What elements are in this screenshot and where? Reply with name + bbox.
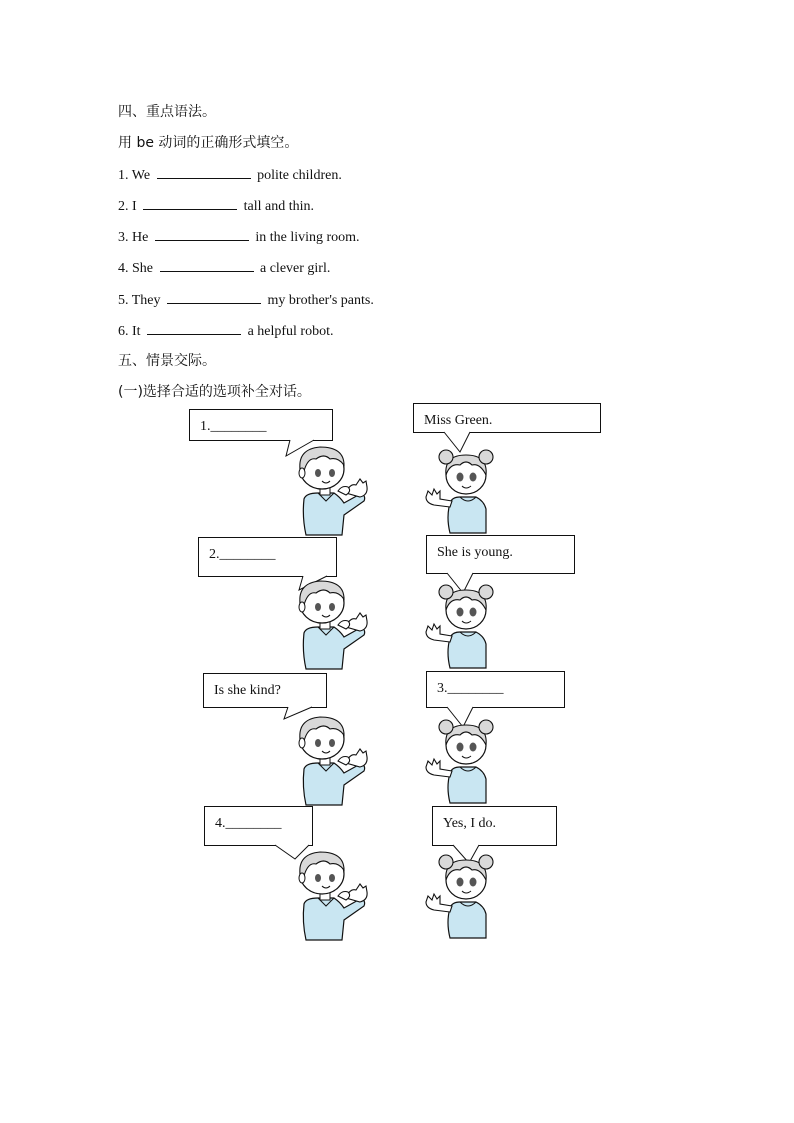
item-number: 5. <box>118 293 129 308</box>
answer-blank[interactable] <box>147 322 241 335</box>
girl-figure-2 <box>420 582 506 672</box>
answer-blank[interactable] <box>143 197 237 210</box>
boy-bubble-4 <box>204 806 313 846</box>
item-rest: a helpful robot. <box>247 324 334 339</box>
grammar-item-5 <box>118 291 374 310</box>
grammar-item-2 <box>118 197 314 216</box>
item-rest: polite children. <box>257 168 342 183</box>
item-subject: We <box>131 168 151 183</box>
item-subject: They <box>131 293 161 308</box>
bubble-text: Yes, I do. <box>443 816 497 831</box>
grammar-item-3 <box>118 228 360 247</box>
item-number: 1. <box>118 168 129 183</box>
boy-figure-1 <box>288 443 374 537</box>
bubble-text: She is young. <box>437 545 513 560</box>
girl-bubble-1 <box>413 403 601 433</box>
boy-bubble-3 <box>203 673 327 708</box>
boy-figure-3 <box>288 713 374 807</box>
item-rest: tall and thin. <box>243 199 315 214</box>
boy-bubble-2 <box>198 537 337 577</box>
grammar-item-4 <box>118 259 330 278</box>
bubble-text: 1.________ <box>200 419 267 434</box>
item-number: 4. <box>118 261 129 276</box>
item-subject: It <box>132 324 141 339</box>
answer-blank[interactable] <box>160 259 254 272</box>
answer-blank[interactable] <box>167 291 261 304</box>
answer-blank[interactable] <box>155 228 249 241</box>
girl-bubble-2 <box>426 535 575 574</box>
girl-bubble-3 <box>426 671 565 708</box>
item-rest: a clever girl. <box>260 261 331 276</box>
item-subject: He <box>132 230 149 245</box>
section-4-instruction: 用 be 动词的正确形式填空。 <box>118 135 299 151</box>
girl-figure-3 <box>420 717 506 807</box>
section-5-title: 五、情景交际。 <box>118 353 216 369</box>
item-number: 3. <box>118 230 129 245</box>
bubble-text: Is she kind? <box>214 683 281 698</box>
bubble-text: 3.________ <box>437 681 504 696</box>
item-subject: I <box>132 199 137 214</box>
girl-figure-1 <box>420 447 506 537</box>
item-number: 6. <box>118 324 129 339</box>
item-subject: She <box>132 261 153 276</box>
grammar-item-6 <box>118 322 333 341</box>
boy-figure-2 <box>288 577 374 671</box>
item-rest: my brother's pants. <box>267 293 374 308</box>
section-4-title: 四、重点语法。 <box>118 104 216 120</box>
boy-figure-4 <box>288 848 374 942</box>
section-5-subtitle: (一)选择合适的选项补全对话。 <box>118 384 311 400</box>
boy-bubble-1 <box>189 409 333 441</box>
answer-blank[interactable] <box>157 166 251 179</box>
grammar-item-1 <box>118 166 342 185</box>
bubble-text: 2.________ <box>209 547 276 562</box>
bubble-text: Miss Green. <box>424 413 493 428</box>
bubble-text: 4.________ <box>215 816 282 831</box>
girl-figure-4 <box>420 852 506 942</box>
item-rest: in the living room. <box>255 230 360 245</box>
item-number: 2. <box>118 199 129 214</box>
girl-bubble-4 <box>432 806 557 846</box>
